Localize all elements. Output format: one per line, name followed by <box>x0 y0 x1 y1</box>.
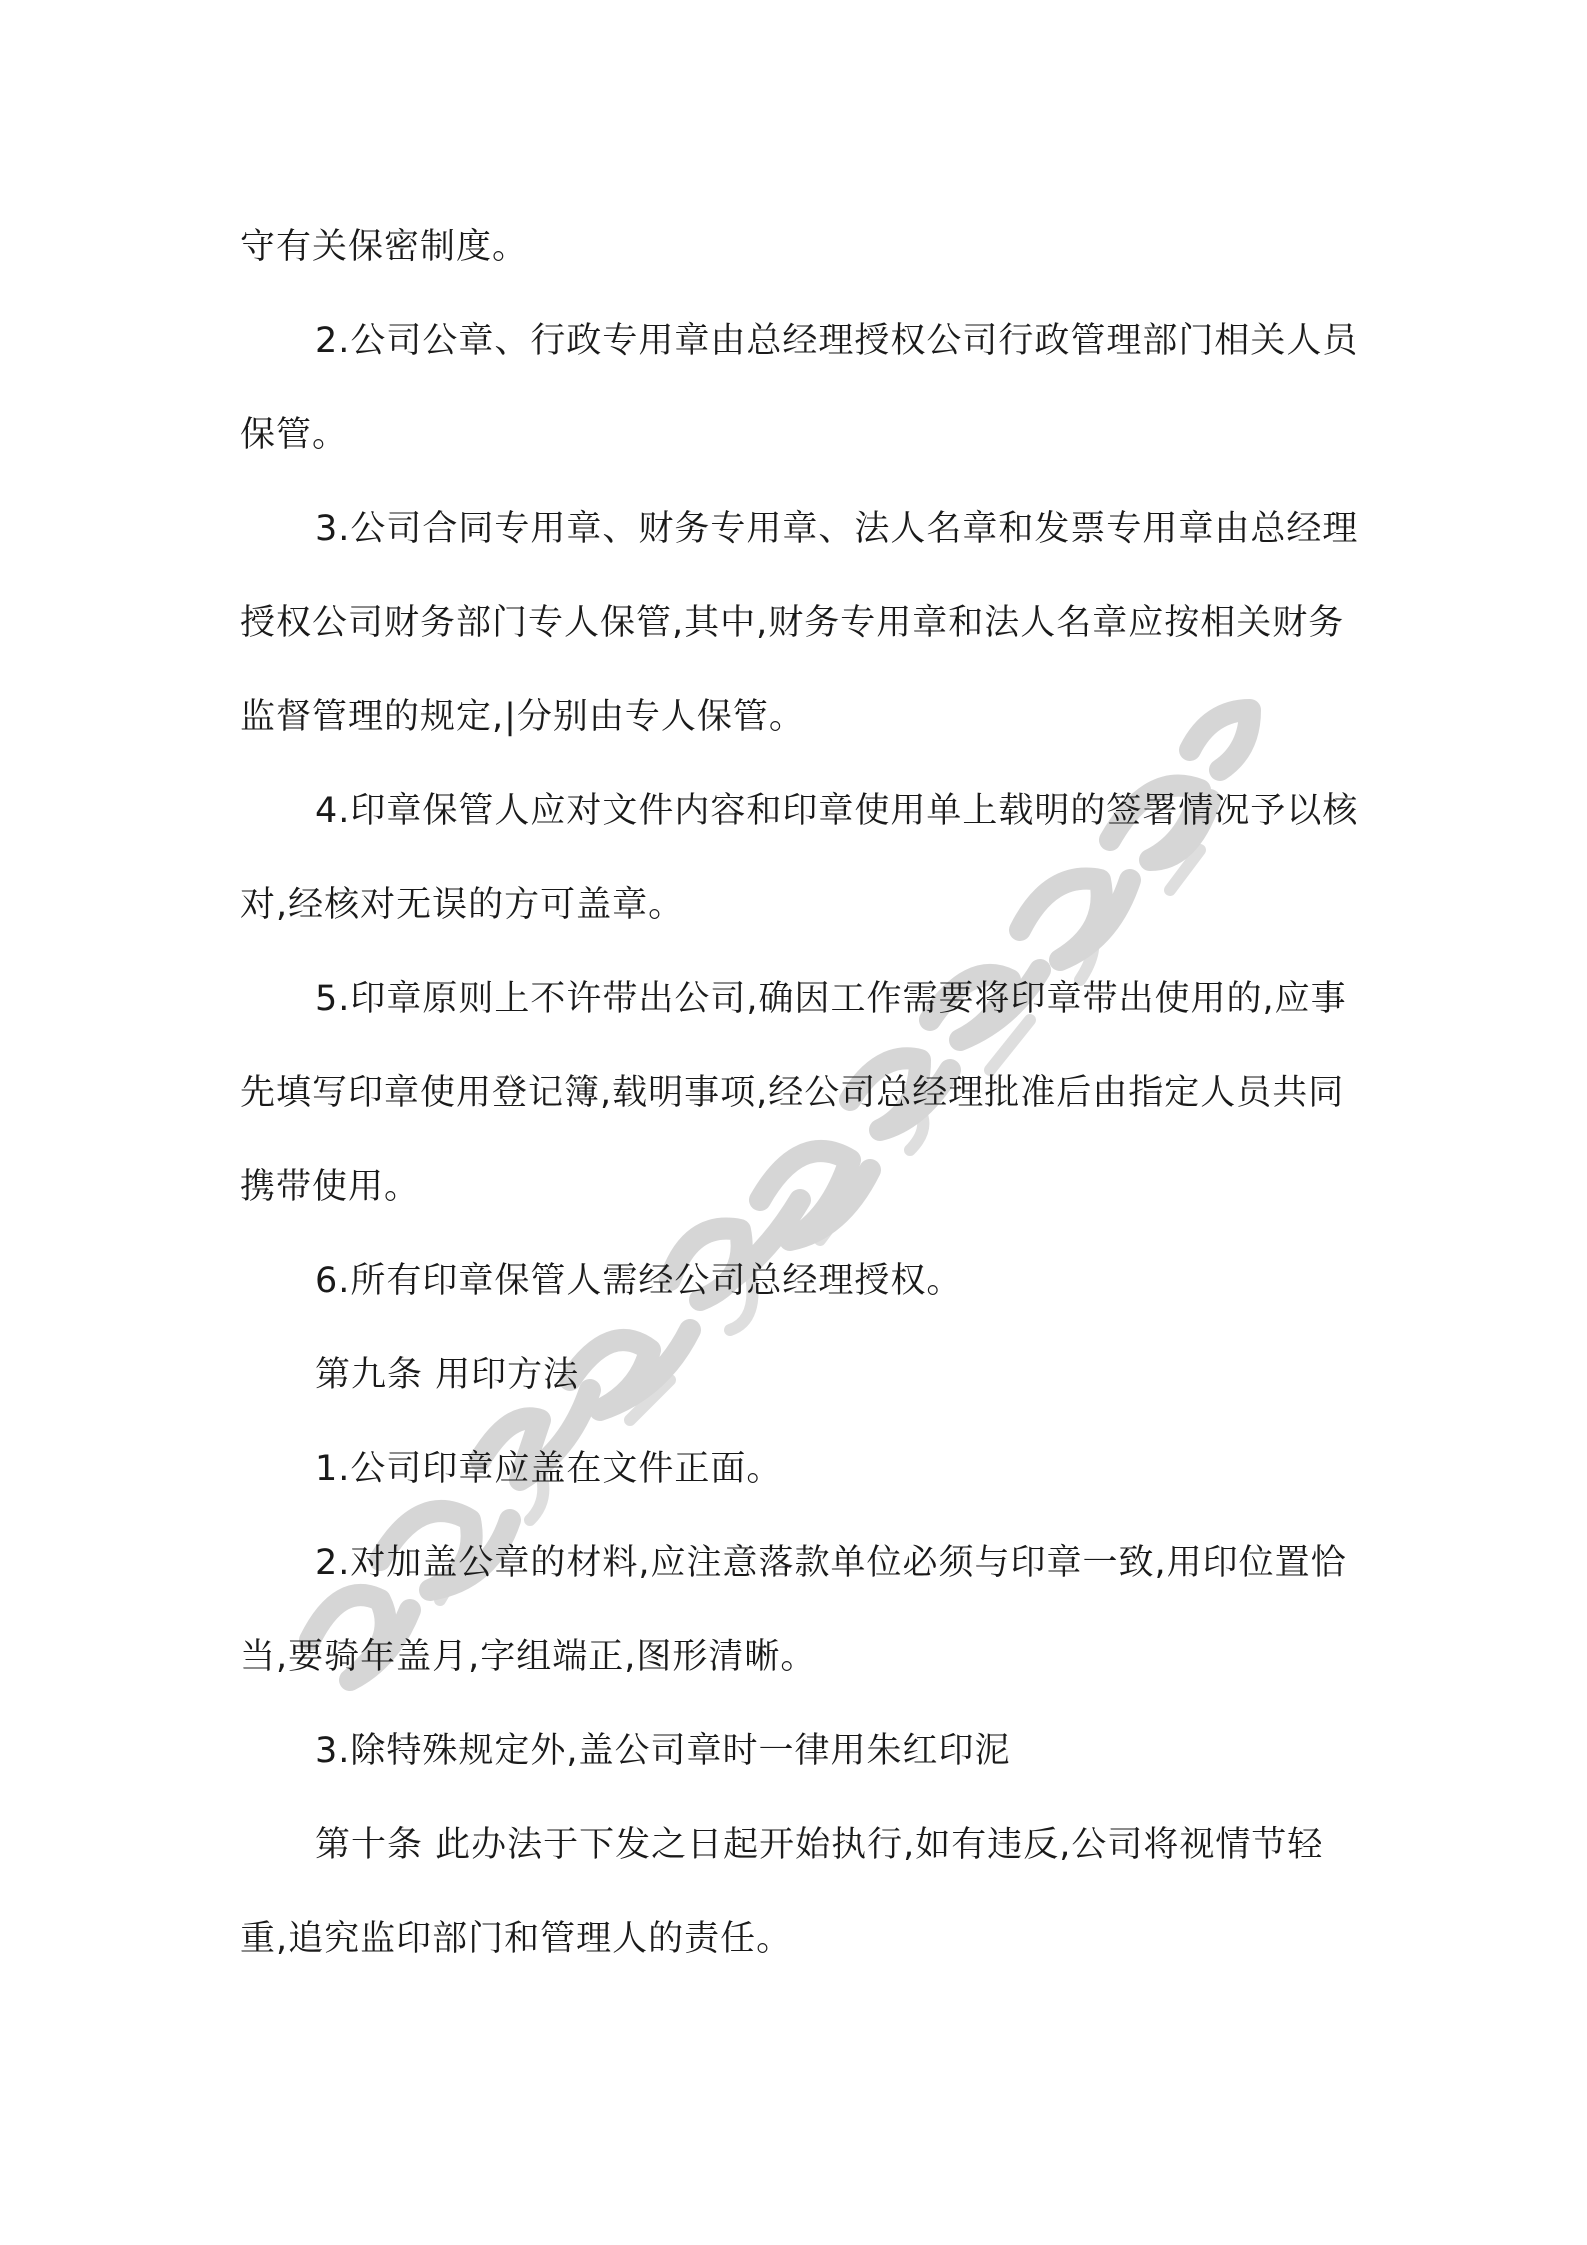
paragraph-8: 2.对加盖公章的材料,应注意落款单位必须与印章一致,用印位置恰当,要骑年盖月,字组端正,图形清晰。 <box>240 1543 1347 1677</box>
paragraph-4: 5.印章原则上不许带出公司,确因工作需要将印章带出使用的,应事先填写印章使用登记簿,载明事项,经公司总经理批准后由指定人员共同携带使用。 <box>240 979 1347 1207</box>
paragraph-5: 6.所有印章保管人需经公司总经理授权。 <box>315 1261 963 1301</box>
paragraph-2: 3.公司合同专用章、财务专用章、法人名章和发票专用章由总经理授权公司财务部门专人保管,其中,财务专用章和法人名章应按相关财务监督管理的规定,|分别由专人保管。 <box>240 509 1359 737</box>
paragraph-0: 守有关保密制度。 <box>240 227 529 267</box>
paragraph-3: 4.印章保管人应对文件内容和印章使用单上载明的签署情况予以核对,经核对无误的方可盖章。 <box>240 791 1359 925</box>
section-article-10: 第十条 此办法于下发之日起开始执行,如有违反,公司将视情节轻重,追究监印部门和管理人的责任。 <box>240 1825 1324 1959</box>
document-body <box>240 200 1360 1986</box>
paragraph-1: 2.公司公章、行政专用章由总经理授权公司行政管理部门相关人员保管。 <box>240 321 1359 455</box>
paragraph-7: 1.公司印章应盖在文件正面。 <box>315 1449 783 1489</box>
paragraph-9: 3.除特殊规定外,盖公司章时一律用朱红印泥 <box>315 1731 1011 1771</box>
section-heading-article-9: 第九条 用印方法 <box>315 1355 580 1395</box>
